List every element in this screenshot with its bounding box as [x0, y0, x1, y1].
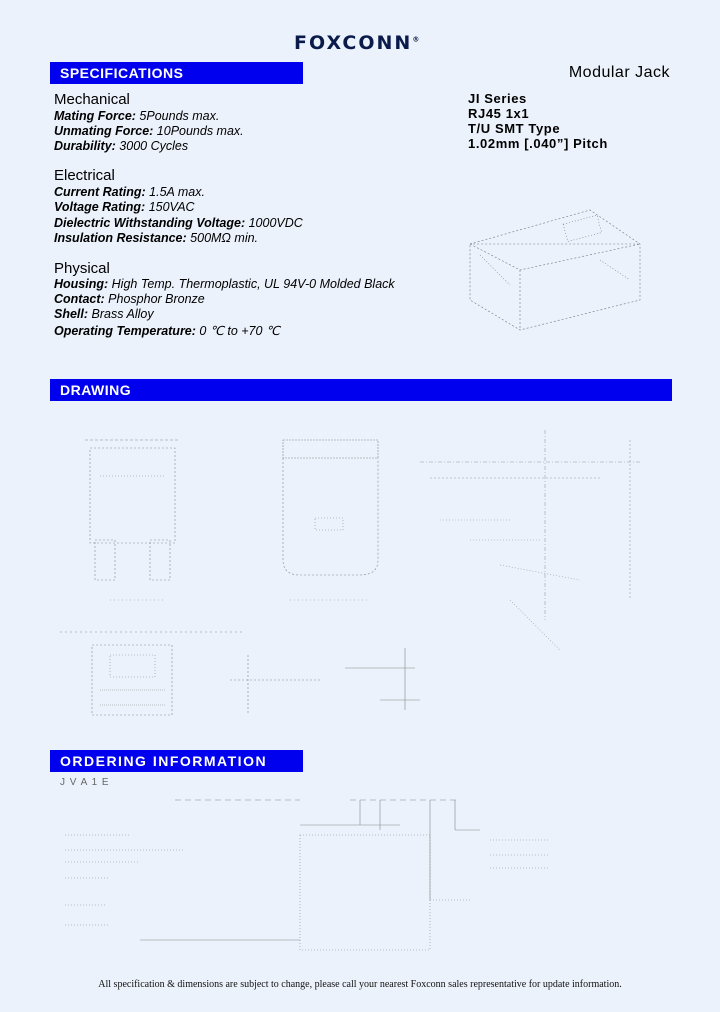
spec-label: Shell:: [54, 307, 89, 321]
spec-label: Unmating Force:: [54, 124, 154, 138]
ordering-diagram: [65, 800, 550, 950]
spec-label: Durability:: [54, 139, 116, 153]
spec-value: High Temp. Thermoplastic, UL 94V-0 Molded Black: [108, 277, 395, 291]
physical-heading: Physical: [54, 260, 110, 277]
ordering-prefix: J V A 1 E: [60, 777, 110, 788]
side-view-drawing: [283, 440, 378, 600]
spec-value: 10Pounds max.: [153, 124, 244, 138]
specifications-header: SPECIFICATIONS: [50, 62, 303, 84]
spec-value: 0 ℃ to +70 ℃: [195, 324, 280, 338]
registered-mark: ®: [412, 35, 420, 44]
detail-drawing: [230, 648, 420, 715]
series-line: RJ45 1x1: [468, 106, 530, 121]
spec-label: Mating Force:: [54, 109, 136, 123]
spec-label: Dielectric Withstanding Voltage:: [54, 216, 246, 230]
spec-label: Housing:: [54, 277, 109, 291]
spec-value: 1.5A max.: [145, 185, 205, 199]
jack-3d-render: [470, 210, 640, 330]
ordering-information-header: ORDERING INFORMATION: [50, 750, 303, 772]
series-line: T/U SMT Type: [468, 121, 561, 136]
spec-label: Voltage Rating:: [54, 200, 146, 214]
spec-value: 3000 Cycles: [115, 139, 189, 153]
spec-value: Phosphor Bronze: [104, 292, 205, 306]
spec-label: Current Rating:: [54, 185, 146, 199]
electrical-heading: Electrical: [54, 167, 115, 184]
drawing-header: DRAWING: [50, 379, 672, 401]
product-title: Modular Jack: [568, 64, 670, 81]
front-view-drawing: [85, 440, 180, 600]
spec-label: Contact:: [54, 292, 105, 306]
spec-value: Brass Alloy: [88, 307, 154, 321]
spec-label: Insulation Resistance:: [54, 231, 187, 245]
series-line: JI Series: [468, 91, 527, 106]
port-view-drawing: [60, 632, 245, 715]
logo-text: FOXCONN: [294, 32, 413, 54]
spec-value: 150VAC: [145, 200, 195, 214]
spec-value: 500MΩ min.: [186, 231, 259, 245]
spec-label: Operating Temperature:: [54, 324, 196, 338]
mechanical-heading: Mechanical: [54, 91, 130, 108]
spec-value: 1000VDC: [245, 216, 303, 230]
footer-disclaimer: All specification & dimensions are subject to change, please call your nearest Foxconn sales representative for update information.: [98, 979, 622, 990]
pcb-layout-drawing: [420, 430, 640, 650]
series-line: 1.02mm [.040”] Pitch: [468, 136, 608, 151]
spec-value: 5Pounds max.: [135, 109, 220, 123]
